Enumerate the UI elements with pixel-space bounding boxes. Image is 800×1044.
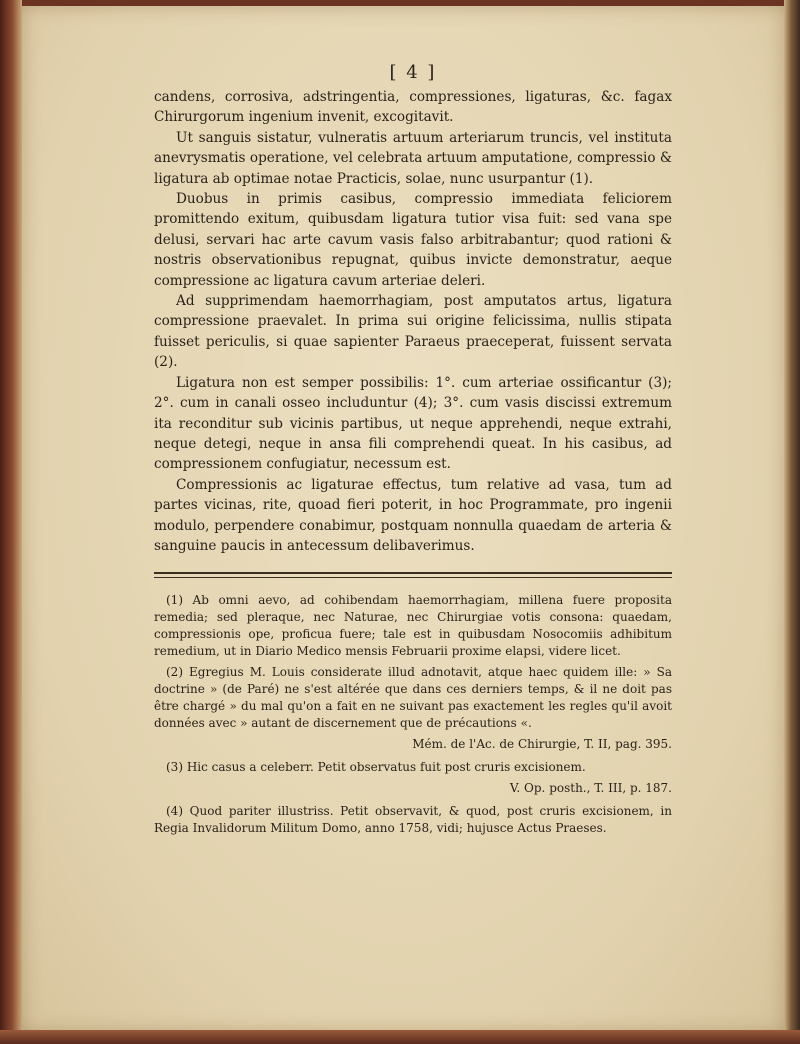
paragraph: Ligatura non est semper possibilis: 1°. cum arteriae ossificantur (3); 2°. cum in canali osseo includuntur (4); 3°. cum vasis discissi extremum ita reconditur sub vicinis partibus, ut neque apprehendi, neque extrahi, neque detegi, neque in ansa fili comprehendi queat. In his casibus, ad compressionem confugiatur, necessum est. bbox=[154, 374, 672, 473]
left-binding-edge bbox=[0, 0, 22, 1044]
bottom-cover-edge bbox=[0, 1030, 800, 1044]
paragraph: Ut sanguis sistatur, vulneratis artuum arteriarum truncis, vel instituta anevrysmatis operatione, vel celebrata artuum amputatione, compressio & ligatura ab optimae notae Practicis, solae, nunc usurpantur (1). bbox=[154, 129, 672, 187]
footnotes bbox=[154, 592, 672, 837]
right-page-edge bbox=[784, 0, 800, 1044]
footnote-1: (1) Ab omni aevo, ad cohibendam haemorrhagiam, millena fuere proposita remedia; sed pleraque, nec Naturae, nec Chirurgiae votis consona: quaedam, compressionis ope, proficua fuere; tale est in quibusdam Nosocomiis adhibitum remedium, ut in Diario Medico mensis Februarii proxime elapsi, videre licet. bbox=[154, 593, 672, 659]
footnote-2-reference: Mém. de l'Ac. de Chirurgie, T. II, pag. 395. bbox=[412, 737, 672, 752]
footnote-4: (4) Quod pariter illustriss. Petit observavit, & quod, post cruris excisionem, in Regia Invalidorum Militum Domo, anno 1758, vidi; hujusce Actus Praeses. bbox=[154, 804, 672, 836]
body-text bbox=[154, 87, 672, 556]
paragraph-continued: candens, corrosiva, adstringentia, compressiones, ligaturas, &c. fagax Chirurgorum ingenium invenit, excogitavit. bbox=[154, 89, 672, 126]
paragraph: Ad supprimendam haemorrhagiam, post amputatos artus, ligatura compressione praevalet. In prima sui origine felicissima, nullis stipata fuisset periculis, si quae sapienter Paraeus praeceperat, fuissent servata (2). bbox=[154, 293, 672, 371]
footnote-3-reference: V. Op. posth., T. III, p. 187. bbox=[509, 781, 672, 796]
footnote-2: (2) Egregius M. Louis considerate illud adnotavit, atque haec quidem ille: » Sa doctrine » (de Paré) ne s'est altérée que dans ces derniers temps, & il ne doit pas être chargé » du mal qu'on a fait en ne suivant pas exactement les regles qu'il avoit données avec » autant de discernement que de précautions «. bbox=[154, 665, 672, 731]
paragraph: Duobus in primis casibus, compressio immediata feliciorem promittendo exitum, quibusdam ligatura tutior visa fuit: sed vana spe delusi, servari hac arte cavum vasis falso arbitrabantur; quod rationi & nostris observationibus repugnat, quibus invicte demonstratur, aeque compressione ac ligatura cavum arteriae deleri. bbox=[154, 191, 672, 289]
paragraph: Compressionis ac ligaturae effectus, tum relative ad vasa, tum ad partes vicinas, rite, quoad fieri poterit, in hoc Programmate, pro ingenii modulo, perpendere conabimur, postquam nonnulla quaedam de arteria & sanguine paucis in antecessum delibaverimus. bbox=[154, 476, 672, 554]
page-content bbox=[154, 62, 672, 841]
footnote-divider bbox=[154, 572, 672, 578]
footnote-3: (3) Hic casus a celeberr. Petit observatus fuit post cruris excisionem. bbox=[166, 760, 586, 775]
page-number: [ 4 ] bbox=[389, 62, 437, 83]
